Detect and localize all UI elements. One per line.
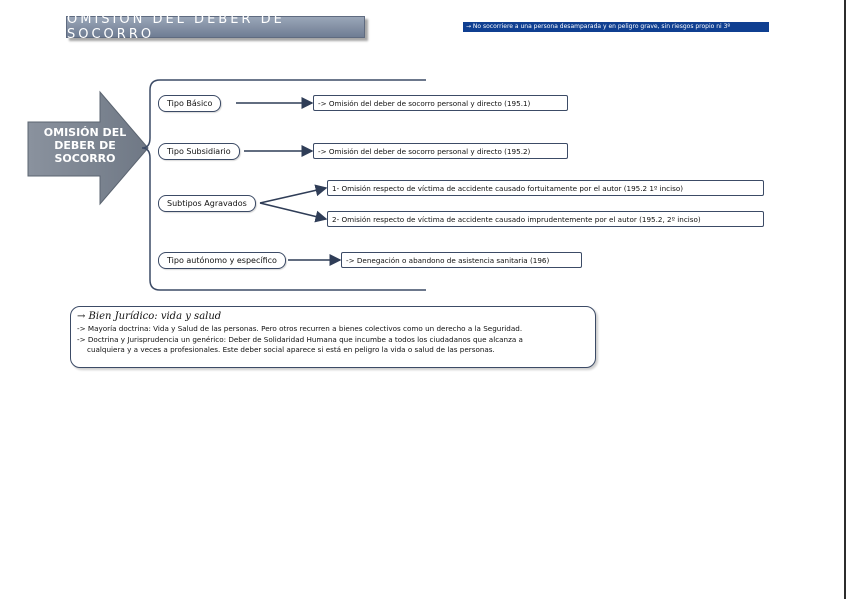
center-label: OMISIÓN DEL DEBER DE SOCORRO [43, 126, 127, 165]
connector-agravado-2 [260, 203, 326, 219]
result-subsidiario: -> Omisión del deber de socorro personal y directo (195.2) [313, 143, 568, 159]
branch-tipo-basico: Tipo Básico [158, 95, 221, 112]
info-line-2: -> Doctrina y Jurisprudencia un genérico: Deber de Solidaridad Humana que incumbe a todos los ciudadanos que alcanza a [77, 334, 523, 344]
info-line-1: -> Mayoría doctrina: Vida y Salud de las personas. Pero otros recurren a bienes colectivos como un derecho a la Seguridad. [77, 324, 523, 333]
branch-tipo-autonomo: Tipo autónomo y específico [158, 252, 286, 269]
bien-juridico-box [70, 306, 596, 368]
result-agravado-1: 1- Omisión respecto de víctima de accidente causado fortuitamente por el autor (195.2 1º inciso) [327, 180, 764, 196]
definition-note: → No socorriere a una persona desamparada y en peligro grave, sin riesgos propio ni 3º [463, 22, 769, 32]
page-title: OMISIÓN DEL DEBER DE SOCORRO [66, 16, 365, 38]
result-autonomo: -> Denegación o abandono de asistencia sanitaria (196) [341, 252, 582, 268]
result-basico: -> Omisión del deber de socorro personal y directo (195.1) [313, 95, 568, 111]
connector-agravado-1 [260, 188, 326, 203]
info-line-3: cualquiera y a veces a profesionales. Este deber social aparece si está en peligro la vida o salud de las personas. [87, 345, 495, 354]
branch-tipo-subsidiario: Tipo Subsidiario [158, 143, 240, 160]
result-agravado-2: 2- Omisión respecto de víctima de accidente causado imprudentemente por el autor (195.2, 2º inciso) [327, 211, 764, 227]
branch-subtipos-agravados: Subtipos Agravados [158, 195, 256, 212]
bien-juridico-title: → Bien Jurídico: vida y salud [77, 311, 222, 322]
